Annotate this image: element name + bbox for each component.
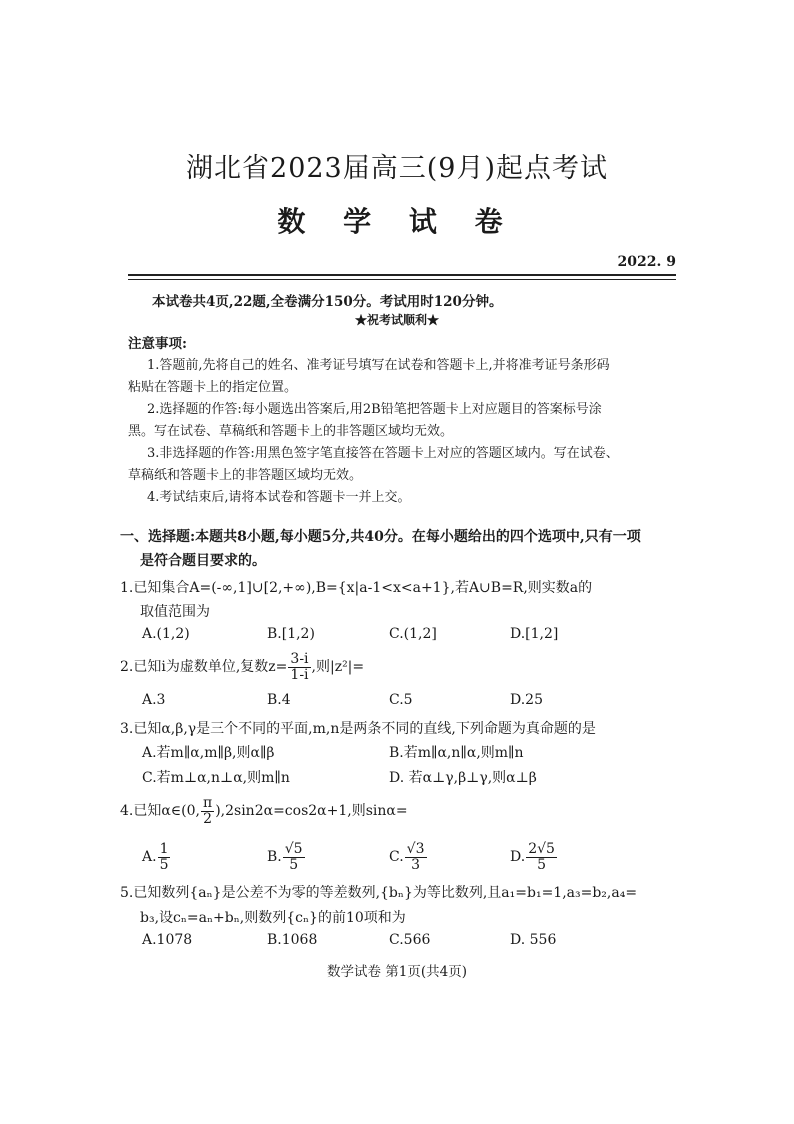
q2-option-c: C.5 (389, 692, 413, 708)
q4-text-pre: 4.已知α∈(0, (120, 803, 200, 820)
note-line: 粘贴在答题卡上的指定位置。 (128, 380, 298, 395)
q4-option-d-num: 2√5 (528, 841, 555, 857)
q1-option-a: A.(1,2) (142, 626, 190, 642)
note-line: 2.选择题的作答:每小题选出答案后,用2B铅笔把答题卡上对应题目的答案标号涂 (147, 402, 602, 417)
q4-option-c (389, 842, 428, 872)
question-5-cont: b₃,设cₙ=aₙ+bₙ,则数列{cₙ}的前10项和为 (140, 910, 406, 926)
page-footer: 数学试卷 第1页(共4页) (326, 964, 467, 980)
q4-fraction (201, 796, 214, 826)
note-line: 草稿纸和答题卡上的非答题区域均无效。 (128, 468, 363, 483)
q1-option-d: D.[1,2] (510, 626, 559, 642)
good-luck-line: ★祝考试顺利★ (354, 313, 439, 327)
q5-option-c: C.566 (389, 932, 431, 948)
q4-option-c-num: √3 (406, 841, 425, 857)
q2-option-a: A.3 (142, 692, 166, 708)
q2-text-pre: 2.已知i为虚数单位,复数z= (120, 659, 288, 676)
q4-option-a-num: 1 (159, 841, 169, 857)
q3-option-b: B.若m∥α,n∥α,则m∥n (389, 745, 524, 761)
q1-option-c: C.(1,2] (389, 626, 437, 642)
question-2 (120, 652, 364, 682)
question-1-cont: 取值范围为 (140, 604, 210, 620)
q5-option-d: D. 556 (510, 932, 557, 948)
q4-option-d-den: 5 (537, 856, 547, 873)
notes-heading: 注意事项: (128, 336, 187, 352)
q4-option-a (142, 842, 171, 872)
question-4 (120, 796, 408, 826)
header-rule-thin (128, 279, 676, 280)
question-3: 3.已知α,β,γ是三个不同的平面,m,n是两条不同的直线,下列命题为真命题的是 (120, 721, 596, 737)
q3-option-d: D. 若α⊥γ,β⊥γ,则α⊥β (389, 770, 537, 786)
q4-option-b-frac (283, 842, 305, 872)
q2-text-post: ,则|z²|= (311, 659, 365, 676)
q4-option-c-den: 3 (411, 856, 421, 873)
question-5: 5.已知数列{aₙ}是公差不为零的等差数列,{bₙ}为等比数列,且a₁=b₁=1,a₃=b₂,a₄= (120, 885, 638, 901)
note-line: 3.非选择题的作答:用黑色签字笔直接答在答题卡上对应的答题区域内。写在试卷、 (147, 446, 619, 461)
exam-summary: 本试卷共4页,22题,全卷满分150分。考试用时120分钟。 (152, 294, 503, 310)
question-1: 1.已知集合A=(-∞,1]∪[2,+∞),B={x|a-1<x<a+1},若A∪B=R,则实数a的 (120, 580, 593, 596)
q4-text-post: ),2sin2α=cos2α+1,则sinα= (215, 803, 408, 820)
q4-option-b-num: √5 (284, 841, 303, 857)
section-heading-cont: 是符合题目要求的。 (140, 553, 266, 569)
exam-date: 2022. 9 (617, 254, 676, 270)
q4-option-a-frac (158, 842, 171, 872)
q4-option-c-frac (405, 842, 427, 872)
section-heading: 一、选择题:本题共8小题,每小题5分,共40分。在每小题给出的四个选项中,只有一项 (120, 529, 641, 545)
q4-option-c-label: C. (389, 849, 404, 866)
q2-frac-den: 1-i (290, 666, 309, 683)
header-rule-thick (128, 274, 676, 276)
q5-option-a: A.1078 (142, 932, 193, 948)
q2-frac-num: 3-i (290, 651, 309, 667)
q2-option-d: D.25 (510, 692, 543, 708)
q4-frac-den: 2 (203, 810, 213, 827)
note-line: 1.答题前,先将自己的姓名、准考证号填写在试卷和答题卡上,并将准考证号条形码 (147, 358, 610, 373)
note-line: 黑。写在试卷、草稿纸和答题卡上的非答题区域均无效。 (128, 424, 454, 439)
q4-option-a-den: 5 (159, 856, 169, 873)
q5-option-b: B.1068 (267, 932, 318, 948)
page-subtitle: 数 学 试 卷 (277, 205, 517, 238)
q4-option-d-frac (526, 842, 557, 872)
note-line: 4.考试结束后,请将本试卷和答题卡一并上交。 (147, 490, 411, 505)
q4-option-b-den: 5 (289, 856, 299, 873)
q4-option-b-label: B. (267, 849, 282, 866)
q2-fraction (288, 652, 310, 682)
q4-option-d (510, 842, 558, 872)
q4-frac-num: π (203, 795, 213, 811)
q1-option-b: B.[1,2) (267, 626, 315, 642)
page-title: 湖北省2023届高三(9月)起点考试 (186, 153, 608, 184)
q4-option-a-label: A. (142, 849, 157, 866)
q4-option-b (267, 842, 306, 872)
q4-option-d-label: D. (510, 849, 526, 866)
q2-option-b: B.4 (267, 692, 291, 708)
q3-option-a: A.若m∥α,m∥β,则α∥β (142, 745, 275, 761)
q3-option-c: C.若m⊥α,n⊥α,则m∥n (142, 770, 290, 786)
